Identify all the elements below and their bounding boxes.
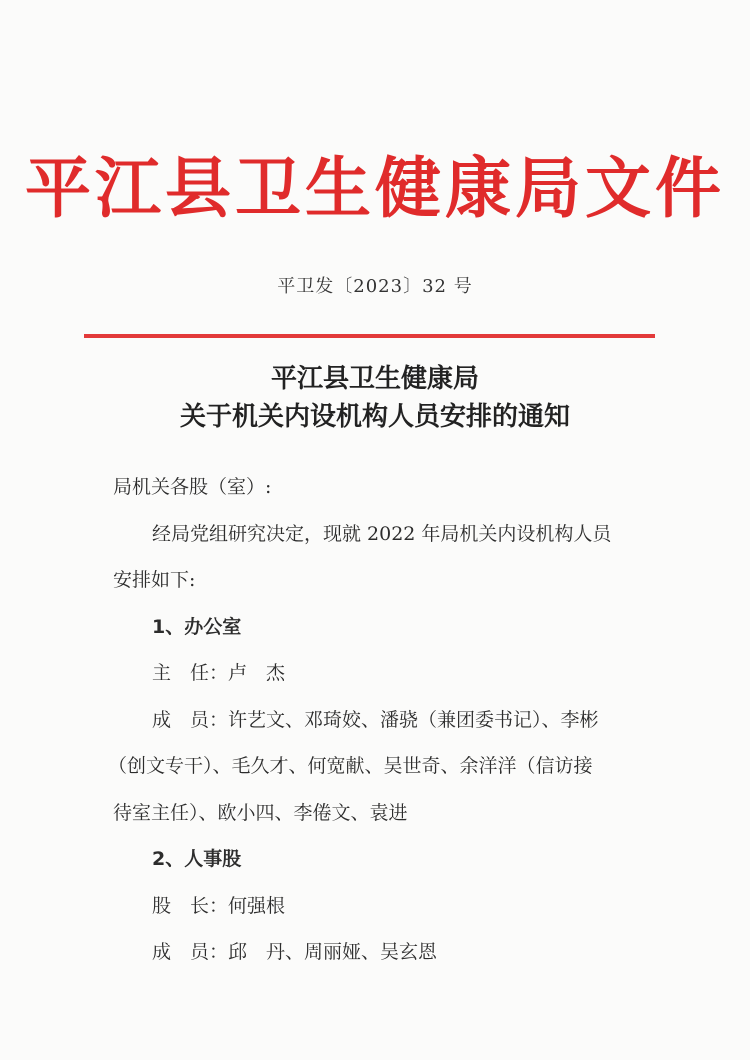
section-office-members-line-3: 待室主任）、欧小四、李倦文、袁进 (113, 802, 408, 824)
notice-title-line-1: 平江县卫生健康局 (270, 364, 479, 394)
section-heading-office: 1、办公室 (152, 616, 242, 638)
notice-title-line-2: 关于机关内设机构人员安排的通知 (179, 402, 570, 432)
intro-line-2: 安排如下: (113, 569, 196, 591)
red-separator-line (84, 334, 655, 338)
intro-line-1: 经局党组研究决定，现就 2022 年局机关内设机构人员 (152, 523, 612, 545)
salutation: 局机关各股（室）: (113, 476, 272, 498)
section-heading-personnel: 2、人事股 (152, 848, 242, 870)
document-number: 平卫发〔2023〕32 号 (277, 276, 473, 297)
section-personnel-lead: 股 长：何强根 (152, 895, 286, 917)
section-personnel-members-line-1: 成 员：邱 丹、周丽娅、吴玄恩 (152, 941, 438, 963)
document-header-title: 平江县卫生健康局文件 (25, 149, 725, 227)
section-office-members-line-1: 成 员：许艺文、邓琦姣、潘骁（兼团委书记）、李彬 (152, 709, 599, 731)
section-office-members-line-2: （创文专干）、毛久才、何宽献、吴世奇、余洋洋（信访接 (108, 755, 593, 777)
notice-title (0, 360, 750, 436)
section-office-lead: 主 任：卢 杰 (152, 662, 286, 684)
